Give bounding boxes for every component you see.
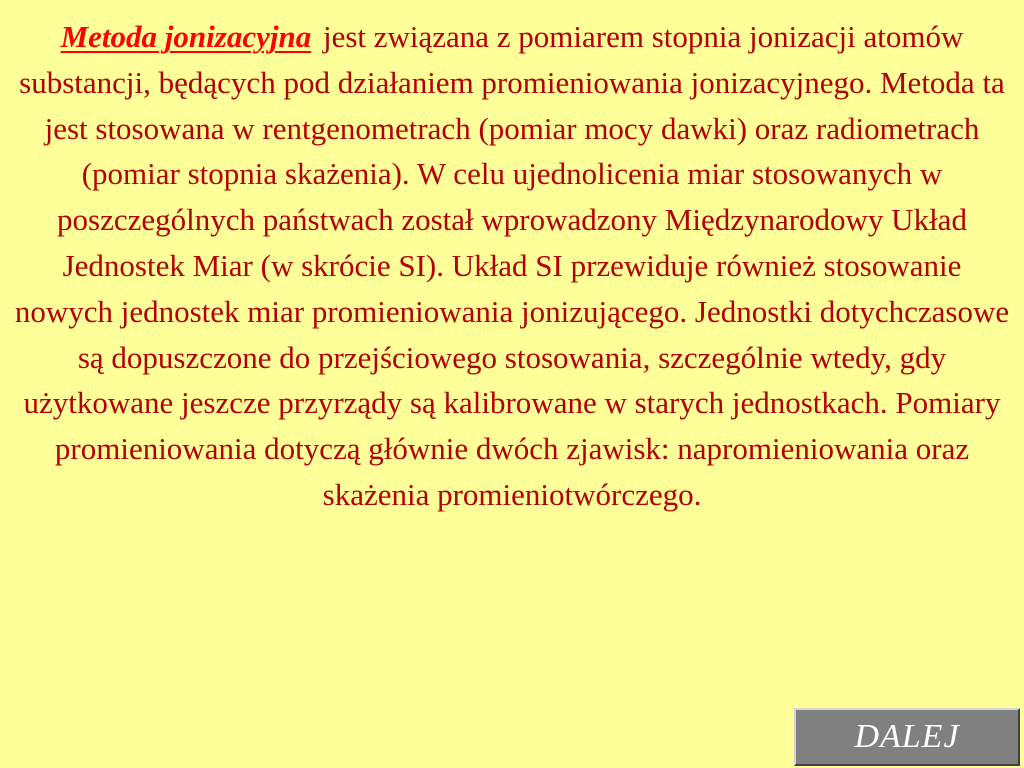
slide-body-text: jest związana z pomiarem stopnia jonizacji atomów substancji, będących pod działaniem promieniowania jonizacyjnego. Metoda ta jest stosowana w rentgenometrach (pomiar mocy dawki) oraz radiometrach (pomiar stopnia skażenia). W celu ujednolicenia miar stosowanych w poszczególnych państwach został wprowadzony Międzynarodowy Układ Jednostek Miar (w skrócie SI). Układ SI przewiduje również stosowanie nowych jednostek miar promieniowania jonizującego. Jednostki dotychczasowe są dopuszczone do przejściowego stosowania, szczególnie wtedy, gdy użytkowane jeszcze przyrządy są kalibrowane w starych jednostkach. Pomiary promieniowania dotyczą głównie dwóch zjawisk: napromieniowania oraz skażenia promieniotwórczego. — [14, 19, 1010, 512]
next-button[interactable] — [794, 708, 1020, 766]
next-button-label: DALEJ — [854, 718, 960, 755]
slide-paragraph — [12, 14, 1012, 518]
term-heading: Metoda jonizacyjna — [60, 19, 312, 54]
